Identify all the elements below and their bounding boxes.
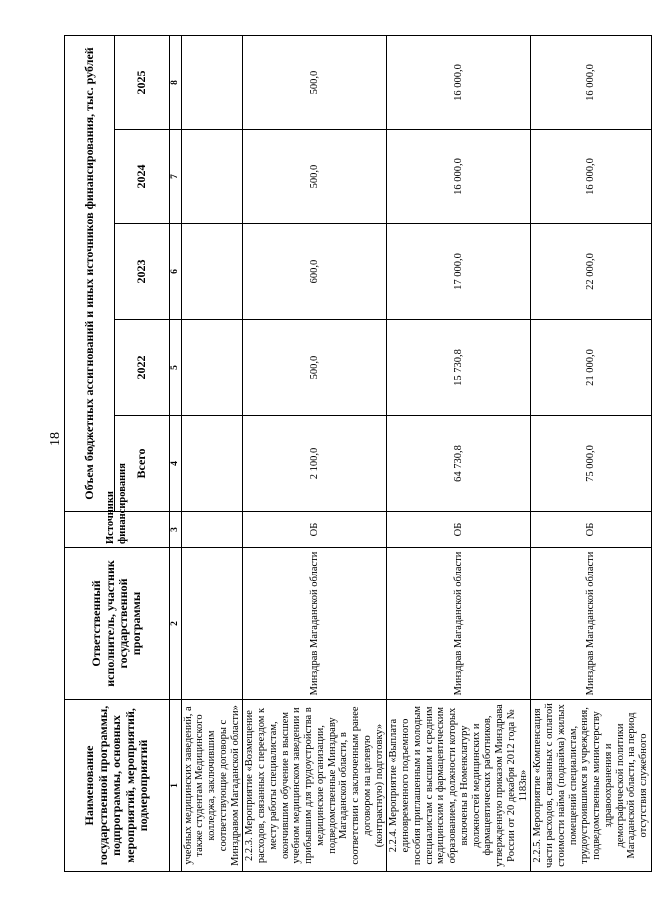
header-source: Источники финансирования bbox=[65, 512, 170, 548]
header-year-total: Всего bbox=[115, 416, 170, 512]
column-number: 3 bbox=[170, 512, 182, 548]
empty-cell bbox=[181, 320, 243, 416]
total-cell: 2 100,0 bbox=[243, 416, 387, 512]
total-cell: 75 000,0 bbox=[531, 416, 652, 512]
empty-cell bbox=[181, 416, 243, 512]
page-number: 18 bbox=[48, 432, 63, 446]
year-2025-cell: 500,0 bbox=[243, 35, 387, 129]
year-2023-cell: 600,0 bbox=[243, 224, 387, 320]
table-row bbox=[387, 35, 531, 871]
column-number: 7 bbox=[170, 130, 182, 224]
source-cell: ОБ bbox=[243, 512, 387, 548]
executor-cell: Минздрав Магаданской области bbox=[531, 548, 652, 700]
budget-table bbox=[64, 35, 652, 872]
column-number: 5 bbox=[170, 320, 182, 416]
empty-cell bbox=[181, 512, 243, 548]
column-number: 4 bbox=[170, 416, 182, 512]
source-cell: ОБ bbox=[387, 512, 531, 548]
executor-cell: Минздрав Магаданской области bbox=[387, 548, 531, 700]
table-row bbox=[181, 35, 243, 871]
measure-name-cell: 2.2.3. Мероприятие «Возмещение расходов, связанных с переездом к месту работы специалистам, окончившим обучение в высшем учебном медицинском заведении и прибывшим для трудоустройства в медицинские организации, подведомственные Минздраву Магаданской области, в соответствии с заключенным ранее договором на целевую (контрактную) подготовку» bbox=[243, 700, 387, 872]
year-2022-cell: 21 000,0 bbox=[531, 320, 652, 416]
empty-cell bbox=[181, 548, 243, 700]
table-row bbox=[531, 35, 652, 871]
year-2022-cell: 15 730,8 bbox=[387, 320, 531, 416]
year-2023-cell: 22 000,0 bbox=[531, 224, 652, 320]
column-numbers-row bbox=[170, 35, 182, 871]
empty-cell bbox=[181, 35, 243, 129]
header-year-2023: 2023 bbox=[115, 224, 170, 320]
year-2023-cell: 17 000,0 bbox=[387, 224, 531, 320]
year-2024-cell: 500,0 bbox=[243, 130, 387, 224]
measure-name-cell: 2.2.5. Мероприятие «Компенсация части расходов, связанных с оплатой стоимости найма (поднайма) жилых помещений специалистам, трудоустроившимся в учреждения, подведомственные министерству здравоохранения и демографической политики Магаданской области, на период отсутствия служебного bbox=[531, 700, 652, 872]
empty-cell bbox=[181, 130, 243, 224]
column-number: 1 bbox=[170, 700, 182, 872]
column-number: 2 bbox=[170, 548, 182, 700]
total-cell: 64 730,8 bbox=[387, 416, 531, 512]
measure-name-cell: 2.2.4. Мероприятие «Выплата единовременного подъемного пособия приглашенным и молодым специалистам с высшим и средним медицинским и фармацевтическим образованием, должности которых включены в Номенклатуру должностей медицинских и фармацевтических работников, утвержденную приказом Минздрава России от 20 декабря 2012 года № 1183н» bbox=[387, 700, 531, 872]
source-cell: ОБ bbox=[531, 512, 652, 548]
table-row bbox=[243, 35, 387, 871]
year-2025-cell: 16 000,0 bbox=[531, 35, 652, 129]
header-name: Наименование государственной программы, подпрограммы, основных мероприятий, мероприятий, подмероприятий bbox=[65, 700, 170, 872]
year-2025-cell: 16 000,0 bbox=[387, 35, 531, 129]
column-number: 6 bbox=[170, 224, 182, 320]
header-executor: Ответственный исполнитель, участник государственной программы bbox=[65, 548, 170, 700]
rotated-page bbox=[64, 36, 650, 872]
year-2022-cell: 500,0 bbox=[243, 320, 387, 416]
continuation-name-cell: учебных медицинских заведений, а также студентам Медицинского колледжа, заключившим соответствующие договоры с Минздравом Магаданской области» bbox=[181, 700, 243, 872]
empty-cell bbox=[181, 224, 243, 320]
column-number: 8 bbox=[170, 35, 182, 129]
header-year-2024: 2024 bbox=[115, 130, 170, 224]
year-2024-cell: 16 000,0 bbox=[387, 130, 531, 224]
executor-cell: Минздрав Магаданской области bbox=[243, 548, 387, 700]
header-year-2022: 2022 bbox=[115, 320, 170, 416]
year-2024-cell: 16 000,0 bbox=[531, 130, 652, 224]
header-funding: Объем бюджетных ассигнований и иных источников финансирования, тыс. рублей bbox=[65, 35, 115, 511]
header-year-2025: 2025 bbox=[115, 35, 170, 129]
